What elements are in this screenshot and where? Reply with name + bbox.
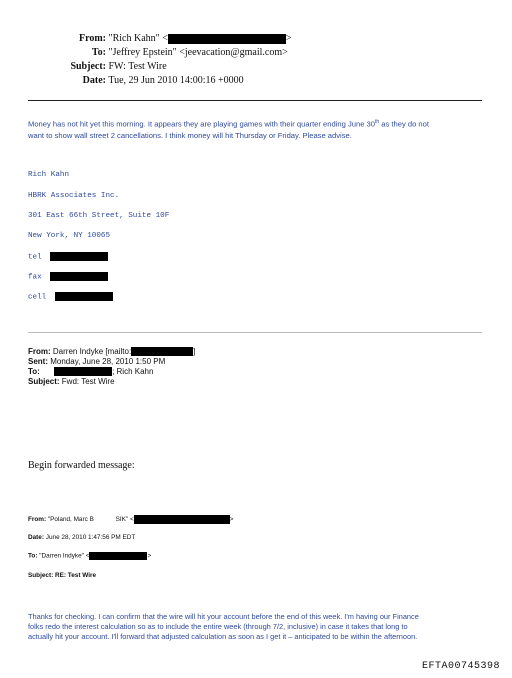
redaction-box [89, 552, 147, 560]
header-to-value: "Jeffrey Epstein" <jeevacation@gmail.com> [108, 47, 288, 58]
forward2-date-row [28, 534, 135, 541]
forward2-date-value: June 28, 2010 1:47:56 PM EDT [45, 534, 136, 541]
forward1-to-label: To: [28, 367, 40, 376]
redaction-box [54, 367, 112, 376]
email-header [40, 32, 292, 88]
forward1-header [28, 347, 195, 387]
header-divider [28, 100, 482, 101]
signature-tel-label: tel [28, 253, 42, 262]
signature-name: Rich Kahn [28, 171, 70, 179]
forward1-from-tail: ] [193, 347, 196, 356]
header-subject-label: Subject: [70, 61, 106, 72]
message-line-1 [28, 117, 488, 130]
forward1-from-value: Darren Indyke [mailto: [52, 347, 132, 356]
message-line-1a: Money has not hit yet this morning. It appears they are playing games with their quarter ending June 30 [28, 119, 375, 129]
redaction-box [131, 347, 196, 356]
forward2-from-mid: SIK" < [115, 516, 134, 524]
forward2-to-label: To: [28, 552, 38, 560]
message-body [28, 117, 488, 141]
signature-cell [28, 292, 113, 302]
header-subject-value: FW: Test Wire [108, 61, 167, 72]
forward1-to-row [28, 367, 195, 377]
signature-city: New York, NY 10065 [28, 232, 111, 240]
redaction-box [50, 272, 108, 281]
final-message-line-1: Thanks for checking. I can confirm that the wire will hit your account before the end of this week. I'm having our Finance [28, 612, 419, 621]
message-line-1b: as they do not [379, 119, 429, 129]
header-from-tail: > [285, 33, 292, 44]
header-date-row [40, 74, 292, 88]
signature-company: HBRK Associates Inc. [28, 192, 120, 200]
forward2-date-label: Date: [28, 534, 44, 541]
begin-forwarded-text: Begin forwarded message: [28, 460, 135, 471]
forward1-from-label: From: [28, 347, 51, 356]
signature-fax-label: fax [28, 273, 42, 282]
message-sup: th [374, 119, 380, 125]
header-from-row [40, 32, 292, 46]
forward1-subject-value: Fwd: Test Wire [61, 377, 115, 386]
header-subject-row [40, 60, 292, 74]
forward2-from-value: "Poland, Marc B [47, 516, 94, 524]
redaction-box [55, 292, 113, 301]
final-message-line-3: actually hit your account. I'll forward that adjusted calculation as soon as I get it – anticipated to be within the afternoon. [28, 632, 418, 641]
forward1-subject-row [28, 377, 195, 387]
forward1-sent-value: Monday, June 28, 2010 1:50 PM [50, 357, 166, 366]
forward2-from-row [28, 515, 233, 524]
forward2-to-tail: > [147, 552, 152, 560]
header-to-label: To: [91, 47, 106, 58]
final-message-line-2: folks redo the interest calculation so as to include the entire week (through 7/2, inclusive) in case it takes that long to [28, 622, 408, 631]
forward2-from-label: From: [28, 516, 47, 524]
signature-address: 301 East 66th Street, Suite 10F [28, 212, 170, 220]
message-line-2: want to show wall street 2 cancellations. I think money will hit Thursday or Friday. Please advise. [28, 130, 352, 140]
signature-fax [28, 272, 108, 282]
forward1-sent-label: Sent: [28, 357, 48, 366]
redaction-box [134, 515, 230, 524]
signature-tel [28, 252, 108, 262]
final-message [28, 612, 498, 642]
forward1-to-value: ; Rich Kahn [112, 367, 154, 376]
forward1-from-row [28, 347, 195, 357]
document-stamp: EFTA00745398 [421, 661, 500, 672]
signature-cell-label: cell [28, 293, 47, 302]
header-from-label: From: [78, 33, 106, 44]
redaction-box [168, 34, 286, 44]
header-date-label: Date: [82, 75, 106, 86]
forward2-subject-label: Subject: [28, 572, 54, 579]
forward2-to-value: "Darren Indyke" < [39, 552, 90, 560]
forward1-subject-label: Subject: [28, 377, 60, 386]
redaction-box [50, 252, 108, 261]
header-date-value: Tue, 29 Jun 2010 14:00:16 +0000 [108, 75, 244, 86]
forward1-sent-row [28, 357, 195, 367]
forward2-subject-value: RE: Test Wire [55, 572, 97, 579]
header-from-value: "Rich Kahn" < [108, 33, 168, 44]
header-to-row [40, 46, 292, 60]
signature-divider [28, 332, 482, 333]
forward2-subject-row [28, 572, 96, 579]
forward2-to-row [28, 552, 151, 560]
forward2-from-tail: > [229, 516, 234, 524]
